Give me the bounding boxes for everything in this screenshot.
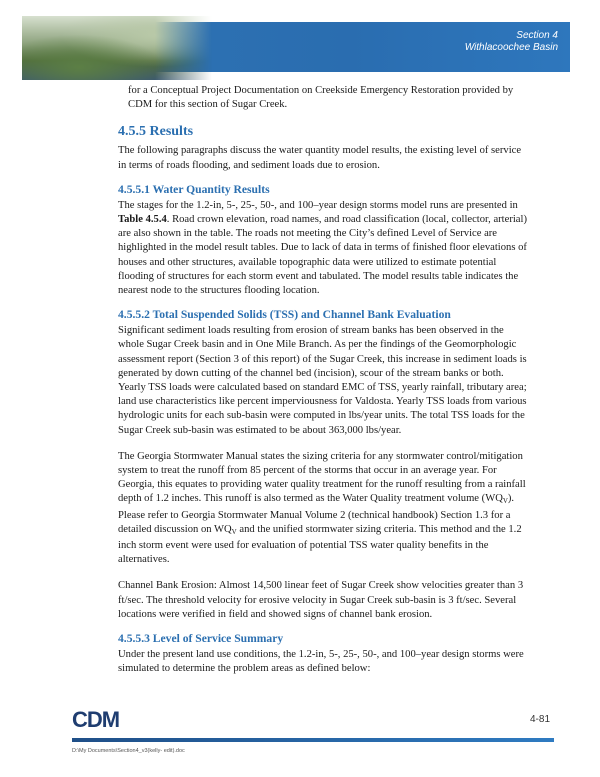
results-heading: 4.5.5 Results [118,124,194,140]
tss-paragraph-2 [118,450,528,568]
header-photo [22,16,212,80]
water-quantity-heading: 4.5.5.1 Water Quantity Results [118,182,270,196]
footer-rule [72,738,554,742]
page-number: 4-81 [529,714,550,725]
file-path: D:\My Documents\Section4_v3(kelly- edit).doc [72,748,185,754]
tss-heading: 4.5.5.2 Total Suspended Solids (TSS) and Channel Bank Evaluation [118,308,451,322]
wq-text-2: . Road crown elevation, road names, and road classification (local, collector, arterial) are also shown in the table. The roads not meeting the City’s defined Level of Service are highlighted in the model result tables. Due to lack of data in terms of finished floor elevations of houses and other structures, available topographic data were utilized to estimate potential flooding of structures for each storm event and tabulated. The model results table indicates the nearest node to the structures flooding location. [118,214,527,297]
results-intro: The following paragraphs discuss the water quantity model results, the existing level of service in terms of roads flooding, and sediment loads due to erosion. [118,145,522,171]
cdm-logo: CDM [72,707,120,732]
los-paragraph: Under the present land use conditions, the 1.2-in, 5-, 25-, 50-, and 100–year design storms were simulated to determine the problem areas as defined below: [118,649,524,675]
subscript-v: V [502,497,508,506]
header-title [465,30,558,54]
tss-paragraph-1: Significant sediment loads resulting from erosion of stream banks has been observed in the whole Sugar Creek basin and in One Mile Branch. As per the findings of the Geomorphologic assessment report (Section 3 of this report) of the Sugar Creek, this increase in sediment loads is generated by down cutting of the channel bed (incision), scour of the stream banks or both. Yearly TSS loads were calculated based on standard EMC of TSS, yearly rainfall, tributary area; land use characteristics like percent imperviousness for Valdosta. Yearly TSS loads from various hydrologic units for each sub-basin were computed in lbs/year units. The total TSS loads for the Sugar Creek sub-basin was estimated to be about 363,000 lbs/year. [118,325,527,436]
tss-text-a: The Georgia Stormwater Manual states the sizing criteria for any stormwater control/mitigation system to treat the runoff from 85 percent of the storms that occur in an average year. For Georgia, this equates to providing water quality treatment for the runoff resulting from a rainfall depth of 1.2 inches. This runoff is also termed as the Water Quality treatment volume (WQ [118,450,526,505]
header-basin: Withlacoochee Basin [464,42,558,53]
tss-text-b: ). Please refer to Georgia Stormwater Manual Volume 2 (technical handbook) Section 1.3 for a detailed discussion on WQ [118,493,515,535]
header-section: Section 4 [516,30,558,41]
tss-text-c: and the unified stormwater sizing criteria. This method and the 1.2 inch storm event were used for evaluation of potential TSS water quality benefits in the alternatives. [118,523,522,566]
document-body [118,84,528,677]
los-heading: 4.5.5.3 Level of Service Summary [118,632,284,646]
table-reference: Table 4.5.4 [118,214,167,226]
subscript-v: V [231,527,237,536]
channel-bank-paragraph: Channel Bank Erosion: Almost 14,500 linear feet of Sugar Creek show velocities greater than 3 ft/sec. The threshold velocity for erosive velocity in Sugar Creek sub-basin is 3 ft/sec. Several locations were verified in field and showed signs of channel bank erosion. [118,580,524,620]
wq-text-1: The stages for the 1.2-in, 5-, 25-, 50-, and 100–year design storms model runs are presented in [118,199,518,211]
lead-paragraph: for a Conceptual Project Documentation on Creekside Emergency Restoration provided by CDM for this section of Sugar Creek. [128,85,514,111]
water-quantity-paragraph [118,199,528,298]
